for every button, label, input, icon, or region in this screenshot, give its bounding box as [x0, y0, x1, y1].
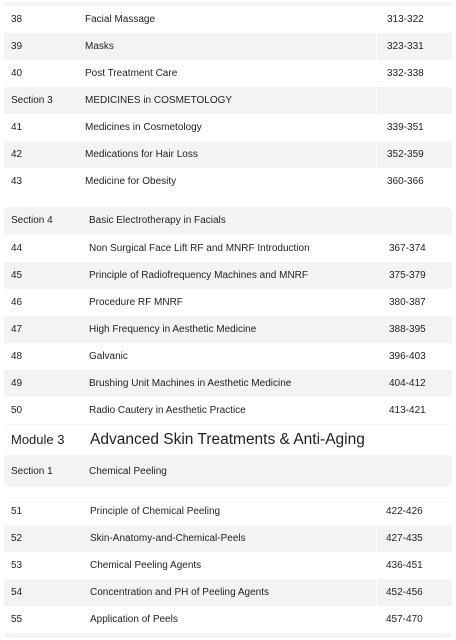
row-pages: 332-338 [387, 68, 424, 79]
row-pages: 436-451 [386, 560, 423, 571]
section-row [4, 207, 452, 234]
row-number: 43 [11, 176, 23, 187]
row-title: Brushing Unit Machines in Aesthetic Medicine [89, 378, 292, 389]
row-number: 42 [11, 149, 23, 160]
row-pages: 339-351 [387, 122, 424, 133]
toc-block-a [4, 2, 452, 195]
row-number: 51 [11, 506, 23, 517]
section-row [4, 87, 452, 114]
table-row [4, 60, 452, 87]
row-pages: 375-379 [389, 270, 426, 281]
row-number: 52 [11, 533, 23, 544]
row-number: 45 [11, 270, 23, 281]
row-title: Skin-Anatomy-and-Chemical-Peels [90, 533, 246, 544]
row-title: Principle of Chemical Peeling [90, 506, 221, 517]
row-number: 54 [11, 587, 23, 598]
row-number: 40 [11, 68, 23, 79]
row-number: 49 [11, 378, 23, 389]
column-divider [376, 525, 377, 552]
table-row [4, 114, 452, 141]
row-title: Post Treatment Care [85, 68, 178, 79]
row-title: Facial Massage [85, 14, 156, 25]
row-title: Medicine for Obesity [85, 176, 177, 187]
row-number: 47 [11, 324, 23, 335]
row-title: Medications for Hair Loss [85, 149, 198, 160]
section-label: Section 1 [11, 466, 53, 477]
row-number: 39 [11, 41, 23, 52]
row-pages: 452-456 [386, 587, 423, 598]
row-title: High Frequency in Aesthetic Medicine [89, 324, 257, 335]
row-title: Masks [85, 41, 114, 52]
table-row [4, 141, 452, 168]
section-title: MEDICINES in COSMETOLOGY [85, 95, 233, 106]
module-title: Advanced Skin Treatments & Anti-Aging [90, 431, 365, 448]
table-row [4, 316, 452, 343]
row-pages: 396-403 [389, 351, 426, 362]
row-number: 48 [11, 351, 23, 362]
row-pages: 388-395 [389, 324, 426, 335]
section-title: Chemical Peeling [89, 466, 167, 477]
row-pages: 457-470 [386, 614, 423, 625]
table-row [4, 289, 452, 316]
table-row [4, 6, 452, 33]
row-title: Concentration and PH of Peeling Agents [90, 587, 270, 598]
module-heading-row [4, 425, 452, 455]
row-pages: 427-435 [386, 533, 423, 544]
table-row [4, 525, 452, 552]
row-pages: 367-374 [389, 243, 426, 254]
row-title: Principle of Radiofrequency Machines and MNRF [89, 270, 308, 281]
row-title: Medicines in Cosmetology [85, 122, 202, 133]
row-number: 55 [11, 614, 23, 625]
table-row [4, 168, 452, 195]
row-title: Galvanic [89, 351, 128, 362]
table-row [4, 33, 452, 60]
section-title: Basic Electrotherapy in Facials [89, 215, 226, 226]
row-number: 53 [11, 560, 23, 571]
module-label: Module 3 [11, 432, 65, 447]
row-number: 46 [11, 297, 23, 308]
row-pages: 360-366 [387, 176, 424, 187]
row-title: Application of Peels [90, 614, 178, 625]
section-row [4, 458, 452, 485]
row-title: Non Surgical Face Lift RF and MNRF Introduction [89, 243, 310, 254]
table-row [4, 370, 452, 397]
row-number: 41 [11, 122, 23, 133]
column-divider [376, 579, 377, 606]
toc-block-c [4, 497, 452, 638]
table-row [4, 397, 452, 424]
row-title: Procedure RF MNRF [89, 297, 183, 308]
table-row [4, 343, 452, 370]
row-number: 50 [11, 405, 23, 416]
column-divider [376, 33, 377, 60]
table-row [4, 606, 452, 633]
row-number: 38 [11, 14, 23, 25]
section-label: Section 3 [11, 95, 53, 106]
table-row [4, 262, 452, 289]
table-row [4, 498, 452, 525]
table-row [4, 579, 452, 606]
column-divider [376, 87, 377, 114]
row-pages: 380-387 [389, 297, 426, 308]
row-pages: 413-421 [389, 405, 426, 416]
row-pages: 352-359 [387, 149, 424, 160]
row-pages: 323-331 [387, 41, 424, 52]
toc-block-b [4, 207, 452, 487]
row-pages: 404-412 [389, 378, 426, 389]
row-pages: 422-426 [386, 506, 423, 517]
row-title: Chemical Peeling Agents [90, 560, 202, 571]
table-row [4, 235, 452, 262]
section-label: Section 4 [11, 215, 53, 226]
table-row [4, 552, 452, 579]
row-number: 44 [11, 243, 23, 254]
column-divider [376, 141, 377, 168]
row-pages: 313-322 [387, 14, 424, 25]
row-title: Radio Cautery in Aesthetic Practice [89, 405, 246, 416]
